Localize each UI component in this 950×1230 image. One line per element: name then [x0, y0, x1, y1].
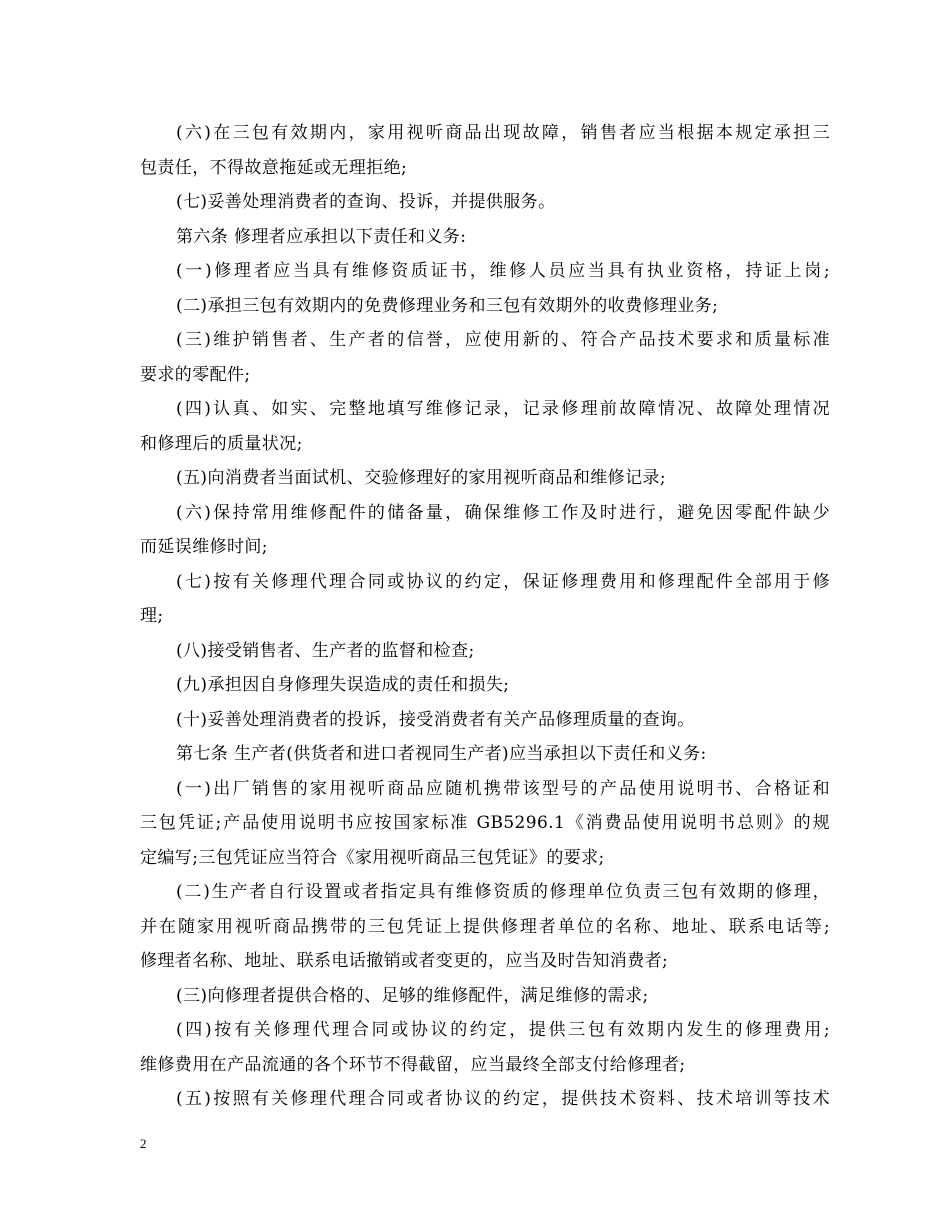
text-line: (九)承担因自身修理失误造成的责任和损失;	[176, 675, 510, 695]
text-line: 理;	[140, 606, 164, 626]
text-line: (一)修理者应当具有维修资质证书，维修人员应当具有执业资格，持证上岗;	[176, 261, 830, 281]
text-line: (五)按照有关修理代理合同或者协议的约定，提供技术资料、技术培训等技术	[176, 1089, 830, 1109]
text-line: (四)按有关修理代理合同或协议的约定，提供三包有效期内发生的修理费用;	[176, 1020, 830, 1040]
text-line: (三)维护销售者、生产者的信誉，应使用新的、符合产品技术要求和质量标准	[176, 330, 830, 350]
text-line: 和修理后的质量状况;	[140, 433, 303, 454]
text-line: (一)出厂销售的家用视听商品应随机携带该型号的产品使用说明书、合格证和	[176, 778, 830, 799]
text-line: (六)在三包有效期内，家用视听商品出现故障，销售者应当根据本规定承担三	[176, 123, 830, 143]
text-line: (六)保持常用维修配件的储备量，确保维修工作及时进行，避免因零配件缺少	[176, 502, 830, 523]
text-line: (七)妥善处理消费者的查询、投诉，并提供服务。	[176, 192, 556, 212]
text-line: 维修费用在产品流通的各个环节不得截留，应当最终全部支付给修理者;	[140, 1054, 686, 1075]
text-line: 三包凭证;产品使用说明书应按国家标准 GB5296.1《消费品使用说明书总则》的规	[140, 813, 830, 833]
text-line: (二)生产者自行设置或者指定具有维修资质的修理单位负责三包有效期的修理，	[176, 882, 830, 902]
text-line: 定编写;三包凭证应当符合《家用视听商品三包凭证》的要求;	[140, 847, 605, 868]
text-line: (三)向修理者提供合格的、足够的维修配件，满足维修的需求;	[176, 985, 649, 1006]
text-line: (十)妥善处理消费者的投诉，接受消费者有关产品修理质量的查询。	[176, 709, 695, 730]
text-line: 第六条 修理者应承担以下责任和义务:	[176, 226, 467, 247]
text-line: 而延误维修时间;	[140, 537, 268, 557]
text-line: (五)向消费者当面试机、交验修理好的家用视听商品和维修记录;	[176, 468, 666, 488]
text-line: (八)接受销售者、生产者的监督和检查;	[176, 640, 475, 661]
page-number: 2	[140, 1136, 147, 1151]
document-body	[140, 116, 830, 1117]
text-line: (七)按有关修理代理合同或协议的约定，保证修理费用和修理配件全部用于修	[176, 571, 830, 592]
text-line: (二)承担三包有效期内的免费修理业务和三包有效期外的收费修理业务;	[176, 295, 719, 316]
text-line: 并在随家用视听商品携带的三包凭证上提供修理者单位的名称、地址、联系电话等;	[140, 916, 830, 937]
text-line: (四)认真、如实、完整地填写维修记录，记录修理前故障情况、故障处理情况	[176, 399, 830, 419]
text-line: 包责任，不得故意拖延或无理拒绝;	[140, 157, 408, 178]
text-line: 要求的零配件;	[140, 364, 251, 385]
text-line: 第七条 生产者(供货者和进口者视同生产者)应当承担以下责任和义务:	[176, 744, 707, 764]
text-line: 修理者名称、地址、联系电话撤销或者变更的，应当及时告知消费者;	[140, 951, 669, 971]
